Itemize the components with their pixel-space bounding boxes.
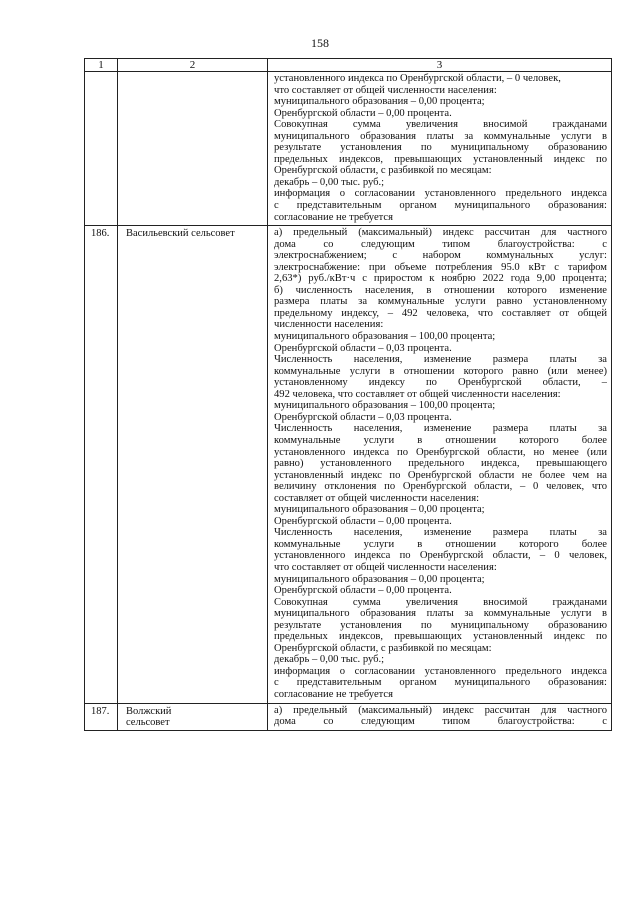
text-line: установленного индекса по Оренбургской области, – 0 человек, [274,73,561,84]
text-line: декабрь – 0,00 тыс. руб.; [274,654,385,666]
page-number: 158 [311,36,329,50]
table-row [85,72,612,226]
text-line: Оренбургской области, с разбивкой по месяцам: [274,165,492,177]
text-line: муниципального образования – 100,00 процента; [274,331,496,343]
text-line: электроснабжение: при объеме потребления 95.0 кВт с тарифом [274,261,607,273]
text-line: Оренбургской области – 0,00 процента. [274,107,452,119]
text-line: информация о согласовании установленного предельного индекса [274,665,607,677]
text-line: муниципального образования – 0,00 процента; [274,96,485,108]
text-line: что составляет от общей численности населения: [274,84,497,96]
text-line: с представительным органом муниципального образования: [274,200,607,212]
text-line: Оренбургской области, с разбивкой по месяцам: [274,642,492,654]
text-line: результате установления по муниципальному образованию [274,619,607,631]
text-line: предельному индексу, – 492 человека, что составляет от общей [274,307,607,319]
text-line: предельных индексов, превышающих установленный индекс по [274,153,607,165]
row-number [85,72,118,226]
text-line: установленному индексу по Оренбургской области, – [274,377,607,389]
municipality-name [118,226,268,703]
text-line: информация о согласовании установленного предельного индекса [274,188,607,200]
text-line: 2,63*) руб./кВт·ч с приростом к ноябрю 2022 года 9,00 процента; [274,273,607,285]
row-number: 187. [85,703,118,730]
text-line: муниципального образования – 100,00 процента; [274,400,496,412]
text-line: Совокупная сумма увеличения вносимой гражданами [274,596,607,608]
table-header-row [85,59,612,72]
text-line: составляет от общей численности населения: [274,492,480,504]
text-line: муниципального образования – 0,00 процента; [274,504,485,516]
text-line: коммунальные услуги в отношении которого более [274,434,607,446]
text-line: Оренбургской области – 0,00 процента. [274,515,452,527]
municipality-name-line: Волжский [126,705,172,717]
header-col-3: 3 [268,59,612,72]
tariff-table [84,58,612,731]
index-description [268,226,612,703]
text-line: согласование не требуется [274,688,394,700]
text-line: согласование не требуется [274,211,394,223]
municipality-name-line: сельсовет [126,717,170,729]
text-line: установленный индекс по Оренбургской области не более чем на [274,469,607,481]
text-line: Оренбургской области – 0,03 процента. [274,411,452,423]
municipality-name [118,72,268,226]
text-line: муниципального образования платы за коммунальные услуги в [274,608,607,620]
text-line: величину отклонения по Оренбургской области, – 0 человек, что [274,481,607,493]
text-line: предельных индексов, превышающих установленный индекс по [274,631,607,643]
text-line: с представительным органом муниципального образования: [274,677,607,689]
municipality-name-line: Васильевский сельсовет [126,228,235,240]
text-line: Оренбургской области – 0,00 процента. [274,585,452,597]
text-line: муниципального образования – 0,00 процента; [274,573,485,585]
text-line: Численность населения, изменение размера платы за [274,527,607,539]
text-line: 492 человека, что составляет от общей численности населения: [274,388,561,400]
text-line: Численность населения, изменение размера платы за [274,423,607,435]
text-line: коммунальные услуги в отношении которого равно (или менее) [274,365,607,377]
table-row [85,703,612,730]
header-col-2: 2 [118,59,268,72]
text-line: б) численность населения, в отношении которого изменение [274,284,607,296]
text-line: что составляет от общей численности населения: [274,561,497,573]
text-line: дома со следующим типом благоустройства: с [274,238,607,250]
index-description [268,703,612,730]
text-line: размера платы за коммунальные услуги равно установленному [274,296,607,308]
index-description [268,72,612,226]
text-line: дома со следующим типом благоустройства: с [274,716,607,728]
text-line: муниципального образования платы за коммунальные услуги в [274,130,607,142]
municipality-name [118,703,268,730]
row-number: 186. [85,226,118,703]
text-line: численности населения: [274,319,384,331]
text-line: установленного индекса по Оренбургской области, но менее (или [274,446,607,458]
text-line: Оренбургской области – 0,03 процента. [274,342,452,354]
text-line: коммунальные услуги в отношении которого более [274,538,607,550]
text-line: Численность населения, изменение размера платы за [274,354,607,366]
text-line: а) предельный (максимальный) индекс рассчитан для частного [274,227,607,239]
text-line: результате установления по муниципальному образованию [274,142,607,154]
table-body [85,72,612,731]
text-line: Совокупная сумма увеличения вносимой гражданами [274,119,607,131]
table-row [85,226,612,703]
text-line: равно) установленного предельного индекса, превышающего [274,458,607,470]
text-line: электроснабжением; с набором коммунальных услуг: [274,250,607,262]
text-line: декабрь – 0,00 тыс. руб.; [274,176,385,188]
text-line: установленного индекса по Оренбургской области, – 0 человек, [274,550,607,562]
text-line: а) предельный (максимальный) индекс рассчитан для частного [274,704,607,716]
header-col-1: 1 [85,59,118,72]
